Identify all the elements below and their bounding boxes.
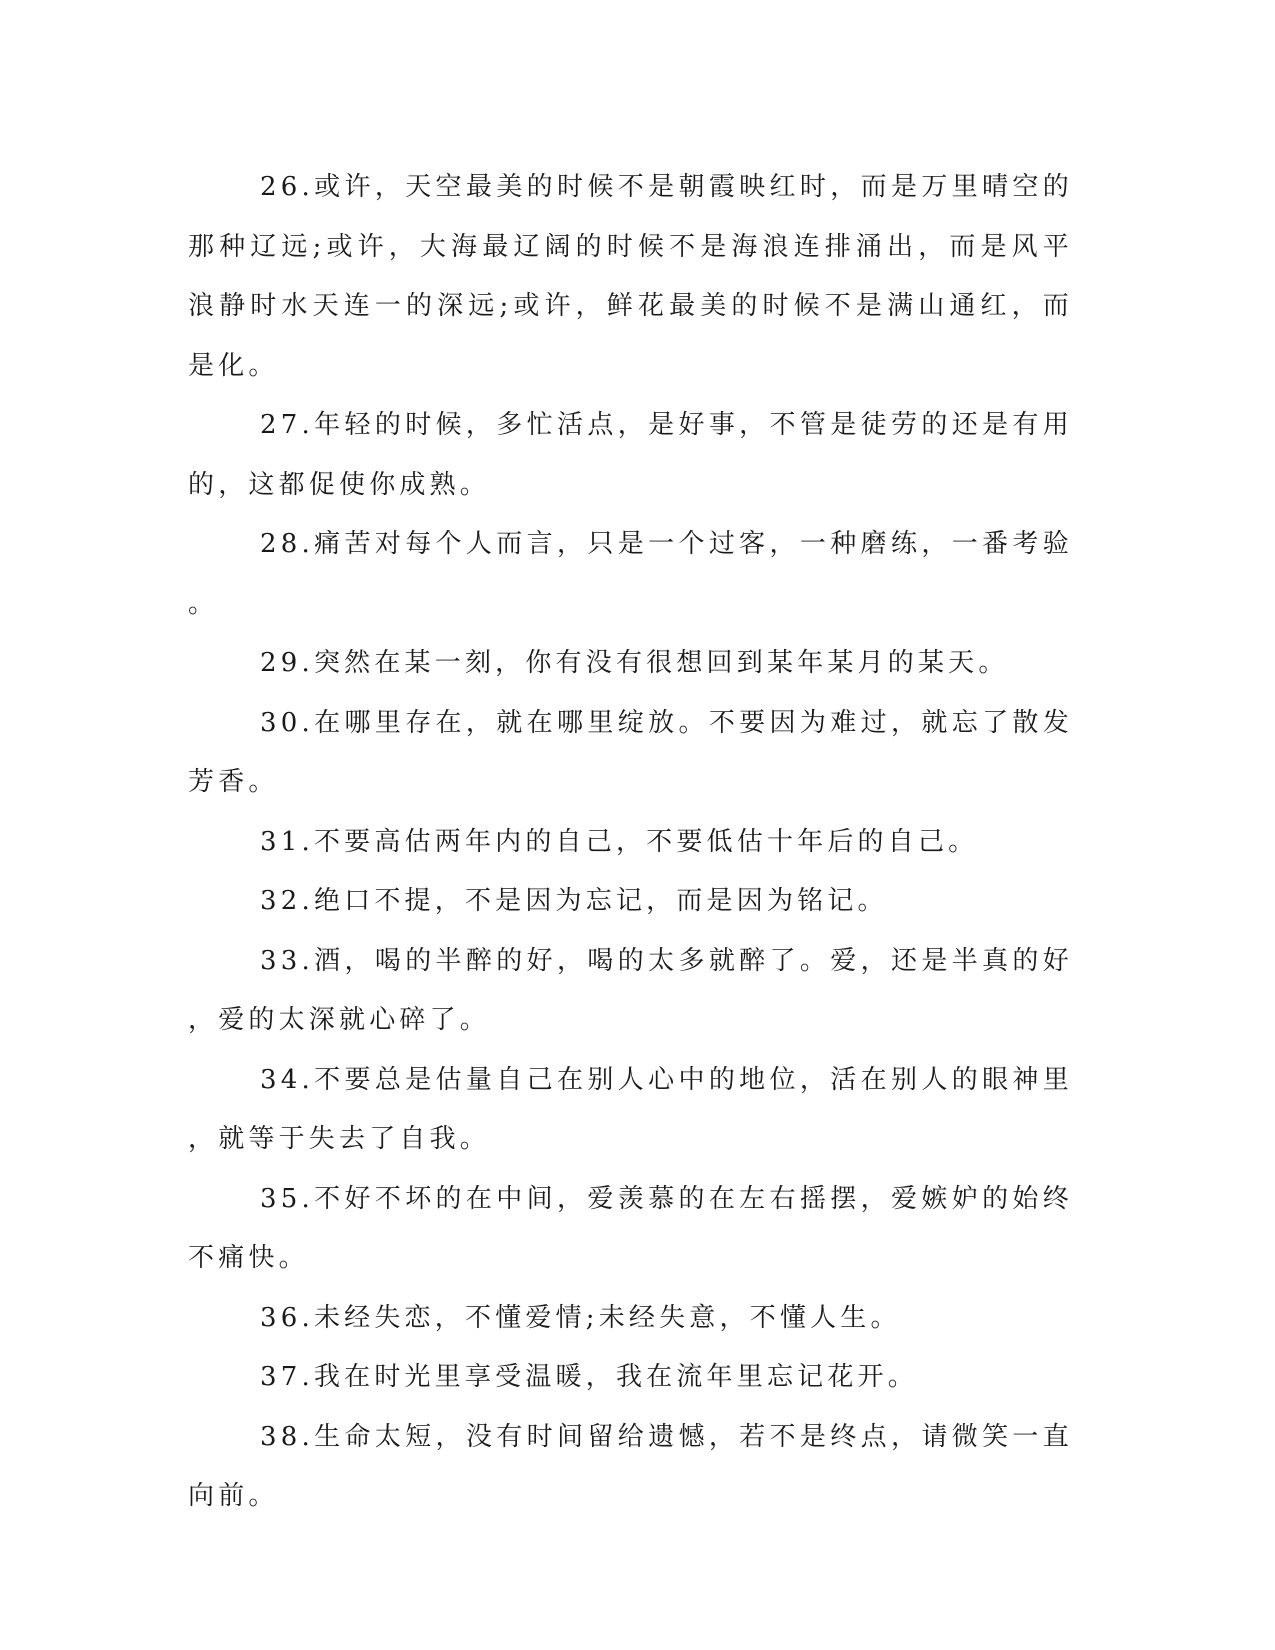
paragraph-29: 29.突然在某一刻，你有没有很想回到某年某月的某天。 bbox=[260, 648, 1009, 678]
paragraph-27: 27.年轻的时候，多忙活点，是好事，不管是徒劳的还是有用的，这都促使你成熟。 bbox=[188, 410, 1073, 500]
paragraph-31: 31.不要高估两年内的自己，不要低估十年后的自己。 bbox=[260, 826, 979, 857]
paragraph-30: 30.在哪里存在，就在哪里绽放。不要因为难过，就忘了散发芳香。 bbox=[188, 707, 1073, 797]
paragraph-35: 35.不好不坏的在中间，爱羡慕的在左右摇摆，爱嫉妒的始终不痛快。 bbox=[188, 1183, 1073, 1273]
paragraph-32: 32.绝口不提，不是因为忘记，而是因为铭记。 bbox=[260, 886, 888, 916]
paragraph-28: 28.痛苦对每个人而言，只是一个过客，一种磨练，一番考验。 bbox=[188, 529, 1073, 619]
paragraph-37: 37.我在时光里享受温暖，我在流年里忘记花开。 bbox=[260, 1362, 918, 1392]
paragraph-33: 33.酒，喝的半醉的好，喝的太多就醉了。爱，还是半真的好，爱的太深就心碎了。 bbox=[188, 945, 1073, 1035]
paragraph-34: 34.不要总是估量自己在别人心中的地位，活在别人的眼神里，就等于失去了自我。 bbox=[188, 1064, 1073, 1154]
paragraph-38: 38.生命太短，没有时间留给遗憾，若不是终点，请微笑一直向前。 bbox=[188, 1421, 1073, 1511]
paragraph-26: 26.或许，天空最美的时候不是朝霞映红时，而是万里晴空的那种辽远;或许，大海最辽阔的时候不是海浪连排涌出，而是风平浪静时水天连一的深远;或许，鲜花最美的时候不是满山通红，而是化。 bbox=[188, 172, 1073, 381]
paragraph-36: 36.未经失恋，不懂爱情;未经失意，不懂人生。 bbox=[260, 1302, 901, 1333]
document-body bbox=[188, 158, 1073, 1527]
